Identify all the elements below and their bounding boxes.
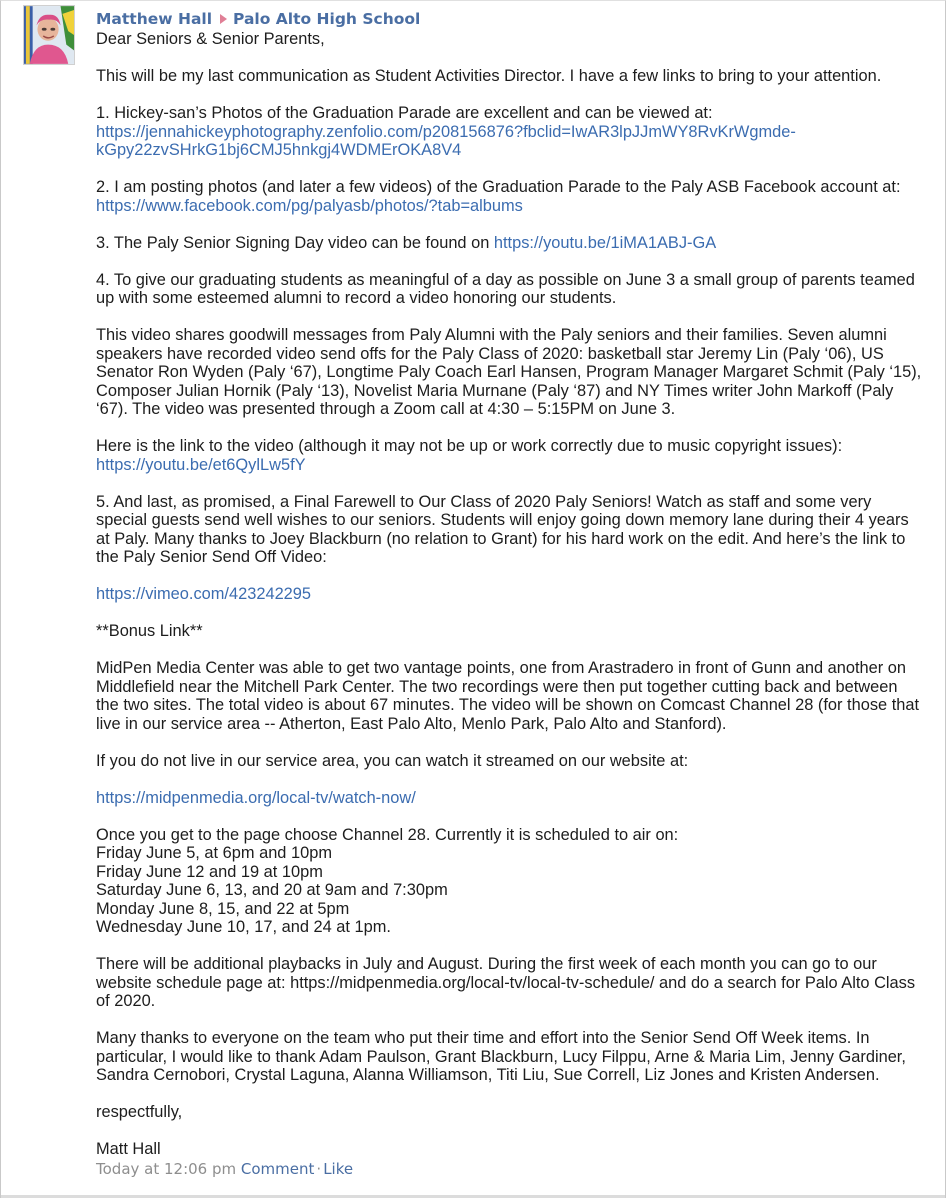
- item-2: [96, 178, 922, 215]
- send-off-video-link[interactable]: https://vimeo.com/423242295: [96, 585, 312, 603]
- bonus-heading: **Bonus Link**: [96, 622, 203, 640]
- schedule-item: Friday June 12 and 19 at 10pm: [96, 862, 323, 881]
- item-1-text: 1. Hickey-san’s Photos of the Graduation Parade are excellent and can be viewed at:: [96, 104, 713, 122]
- schedule-item: Monday June 8, 15, and 22 at 5pm: [96, 899, 350, 918]
- avatar[interactable]: [23, 5, 75, 65]
- schedule-item: Saturday June 6, 13, and 20 at 9am and 7:30pm: [96, 881, 448, 899]
- schedule: [96, 826, 922, 937]
- hickey-photos-link[interactable]: [96, 123, 796, 160]
- item-2-text: 2. I am posting photos (and later a few videos) of the Graduation Parade to the Paly ASB Facebook account at:: [96, 178, 901, 196]
- arrow-right-icon: [220, 14, 227, 24]
- schedule-intro: Once you get to the page choose Channel 28. Currently it is scheduled to air on:: [96, 825, 679, 844]
- signature: Matt Hall: [96, 1140, 161, 1158]
- stream-link-paragraph: [96, 789, 922, 808]
- item-4-link-text: Here is the link to the video (although it may not be up or work correctly due to music copyright issues):: [96, 437, 843, 455]
- comment-link[interactable]: Comment: [240, 1159, 315, 1178]
- post-body: [96, 30, 922, 1159]
- separator: ·: [316, 1159, 322, 1178]
- item-3: [96, 234, 922, 253]
- group-link[interactable]: Palo Alto High School: [233, 10, 421, 28]
- playbacks-text: There will be additional playbacks in July and August. During the first week of each month you can go to our website schedule page at: https://midpenmedia.org/local-tv/local-tv-schedule/ and do a search for Palo Alto Class of 2020.: [96, 955, 916, 1010]
- item-3-text: 3. The Paly Senior Signing Day video can be found on: [96, 233, 494, 252]
- like-link[interactable]: Like: [323, 1159, 354, 1178]
- post: [96, 9, 922, 1179]
- intro-text: This will be my last communication as Student Activities Director. I have a few links to bring to your attention.: [96, 67, 882, 85]
- hickey-photos-link-part-1[interactable]: https://jennahickeyphotography.zenfolio.com/p208156876?fbclid=IwAR3lpJJmWY8RvKrWgmde-: [96, 122, 796, 141]
- signoff: respectfully,: [96, 1103, 183, 1121]
- item-4: 4. To give our graduating students as meaningful of a day as possible on June 3 a small group of parents teamed up with some esteemed alumni to record a video honoring our students.: [96, 270, 915, 307]
- post-header: [96, 9, 922, 30]
- thanks-text: Many thanks to everyone on the team who put their time and effort into the Senior Send Off Week items. In particular, I would like to thank Adam Paulson, Grant Blackburn, Lucy Filppu, Arne & Maria Lim, Jenny Gardiner, Sandra Cernobori, Crystal Laguna, Alanna Williamson, Titi Liu, Sue Correll, Liz Jones and Kristen Andersen.: [96, 1029, 906, 1084]
- facebook-albums-link[interactable]: https://www.facebook.com/pg/palyasb/photos/?tab=albums: [96, 196, 523, 215]
- item-1: [96, 104, 922, 160]
- item-5-link-paragraph: [96, 585, 922, 604]
- timestamp: Today at 12:06 pm: [96, 1159, 237, 1178]
- schedule-item: Wednesday June 10, 17, and 24 at 1pm.: [96, 918, 391, 936]
- divider: [1, 1195, 945, 1198]
- bonus-text: MidPen Media Center was able to get two vantage points, one from Arastradero in front of Gunn and another on Middlefield near the Mitchell Park Center. The two recordings were then put together cutting back and between the two sites. The total video is about 67 minutes. The video will be shown on Comcast Channel 28 (for those that live in our service area -- Atherton, East Palo Alto, Menlo Park, Palo Alto and Stanford).: [96, 659, 920, 733]
- post-footer: [96, 1159, 922, 1179]
- stream-text: If you do not live in our service area, you can watch it streamed on our website at:: [96, 751, 689, 770]
- hickey-photos-link-part-2[interactable]: kGpy22zvSHrkG1bj6CMJ5hnkgj4WDMErOKA8V4: [96, 141, 462, 159]
- avatar-photo-icon: [24, 6, 74, 64]
- signing-day-video-link[interactable]: https://youtu.be/1iMA1ABJ-GA: [493, 233, 717, 252]
- greeting: Dear Seniors & Senior Parents,: [96, 30, 325, 48]
- author-link[interactable]: Matthew Hall: [96, 10, 213, 28]
- alumni-video-link[interactable]: https://youtu.be/et6QylLw5fY: [96, 455, 306, 474]
- item-4-link-paragraph: [96, 437, 922, 474]
- schedule-item: Friday June 5, at 6pm and 10pm: [96, 844, 332, 862]
- item-4-detail: This video shares goodwill messages from Paly Alumni with the Paly seniors and their families. Seven alumni speakers have recorded video send offs for the Paly Class of 2020: basketball star Jeremy Lin (Paly ‘06), US Senator Ron Wyden (Paly ‘67), Longtime Paly Coach Earl Hansen, Program Manager Margaret Schmit (Paly ‘15), Composer Julian Hornik (Paly ‘13), Novelist Maria Murnane (Paly ‘87) and NY Times writer John Markoff (Paly ‘67). The video was presented through a Zoom call at 4:30 – 5:15PM on June 3.: [96, 326, 922, 418]
- midpen-watch-link[interactable]: https://midpenmedia.org/local-tv/watch-now/: [96, 788, 416, 807]
- item-5: 5. And last, as promised, a Final Farewell to Our Class of 2020 Paly Seniors! Watch as staff and some very special guests send well wishes to our seniors. Students will enjoy going down memory lane during their 4 years at Paly. Many thanks to Joey Blackburn (no relation to Grant) for his hard work on the edit. And here’s the link to the Paly Senior Send Off Video:: [96, 492, 909, 566]
